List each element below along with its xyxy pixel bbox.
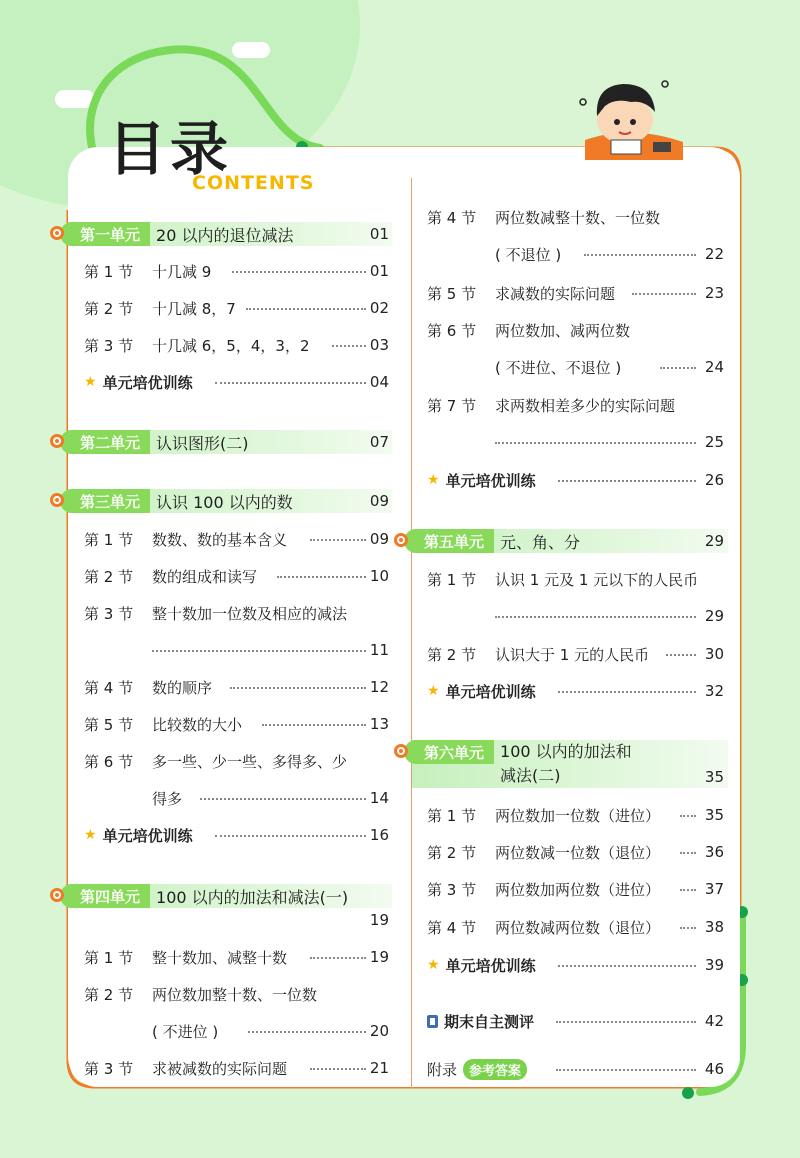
- toc-entry[interactable]: 第 5 节 求减数的实际问题: [427, 284, 616, 303]
- unit-title: 100 以内的加法和减法(一): [156, 887, 349, 907]
- page-number: 42: [704, 1012, 724, 1030]
- toc-entry[interactable]: 第 3 节 整十数加一位数及相应的减法: [84, 604, 348, 623]
- toc-entry-continued: 得多: [152, 789, 183, 808]
- toc-entry[interactable]: 第 1 节 认识 1 元及 1 元以下的人民币: [427, 570, 699, 589]
- page-number: 01: [369, 225, 389, 243]
- page-number: 32: [704, 682, 724, 700]
- star-icon: ★: [427, 472, 440, 488]
- answer-key-badge: 参考答案: [463, 1059, 527, 1080]
- toc-entry[interactable]: 第 3 节 十几减 6，5，4，3，2: [84, 336, 310, 355]
- toc-entry[interactable]: 第 7 节 求两数相差多少的实际问题: [427, 396, 676, 415]
- toc-entry-continued: ( 不退位 ): [495, 245, 562, 264]
- toc-entry-training[interactable]: ★ 单元培优训练: [427, 471, 536, 490]
- bullet-icon: [50, 493, 64, 507]
- leader-dots: [558, 965, 696, 967]
- unit-title: 元、角、分: [500, 532, 581, 552]
- bullet-icon: [50, 434, 64, 448]
- toc-entry[interactable]: 第 1 节 十几减 9: [84, 262, 212, 281]
- star-icon: ★: [84, 374, 97, 390]
- leader-dots: [248, 1031, 366, 1033]
- toc-entry[interactable]: 第 2 节 两位数加整十数、一位数: [84, 985, 318, 1004]
- leader-dots: [558, 480, 696, 482]
- page-number: 46: [704, 1060, 724, 1078]
- page-number: 25: [704, 433, 724, 451]
- book-icon: [427, 1015, 438, 1028]
- page-title: 目录: [108, 115, 233, 183]
- unit-title: 认识 100 以内的数: [156, 492, 293, 512]
- boy-reading-icon: [575, 72, 687, 162]
- toc-entry[interactable]: 第 6 节 多一些、少一些、多得多、少: [84, 752, 348, 771]
- leader-dots: [232, 271, 366, 273]
- toc-entry-training[interactable]: ★ 单元培优训练: [84, 373, 193, 392]
- page-number: 09: [369, 492, 389, 510]
- leader-dots: [556, 1069, 696, 1071]
- page-number: 24: [704, 358, 724, 376]
- unit-heading-6[interactable]: [412, 740, 728, 788]
- toc-entry[interactable]: 第 1 节 数数、数的基本含义: [84, 530, 288, 549]
- unit-heading-2[interactable]: [68, 430, 392, 454]
- leader-dots: [215, 382, 366, 384]
- unit-heading-1[interactable]: [68, 222, 392, 246]
- unit-tag: 第五单元: [404, 529, 494, 553]
- leader-dots: [246, 308, 366, 310]
- toc-entry[interactable]: 第 1 节 整十数加、减整十数: [84, 948, 288, 967]
- toc-entry[interactable]: 第 2 节 数的组成和读写: [84, 567, 258, 586]
- bullet-icon: [50, 226, 64, 240]
- leader-dots: [215, 835, 366, 837]
- page-number: 14: [369, 789, 389, 807]
- unit-title: 20 以内的退位减法: [156, 225, 294, 245]
- page-number: 10: [369, 567, 389, 585]
- unit-tag: 第三单元: [60, 489, 150, 513]
- unit-tag: 第一单元: [60, 222, 150, 246]
- toc-entry[interactable]: 第 3 节 求被减数的实际问题: [84, 1059, 288, 1078]
- page-number: 29: [704, 532, 724, 550]
- star-icon: ★: [84, 827, 97, 843]
- unit-title: 认识图形(二): [156, 433, 249, 453]
- toc-entry-training[interactable]: ★ 单元培优训练: [427, 956, 536, 975]
- toc-entry-continued: ( 不进位、不退位 ): [495, 358, 622, 377]
- unit-tag: 第二单元: [60, 430, 150, 454]
- page-number: 36: [704, 843, 724, 861]
- page-number: 26: [704, 471, 724, 489]
- toc-entry[interactable]: 第 1 节 两位数加一位数（进位）: [427, 806, 661, 825]
- leader-dots: [262, 724, 366, 726]
- page-number: 38: [704, 918, 724, 936]
- page-number: 07: [369, 433, 389, 451]
- page-number: 35: [704, 768, 724, 786]
- page-number: 20: [369, 1022, 389, 1040]
- unit-heading-4[interactable]: [68, 884, 392, 908]
- leader-dots: [495, 616, 696, 618]
- toc-entry-continued: ( 不进位 ): [152, 1022, 219, 1041]
- page-number: 39: [704, 956, 724, 974]
- toc-entry[interactable]: 第 2 节 十几减 8，7: [84, 299, 236, 318]
- toc-entry[interactable]: 第 4 节 两位数减整十数、一位数: [427, 208, 661, 227]
- leader-dots: [556, 1021, 696, 1023]
- toc-entry-training[interactable]: ★ 单元培优训练: [427, 682, 536, 701]
- toc-entry[interactable]: 第 4 节 数的顺序: [84, 678, 213, 697]
- leader-dots: [152, 650, 366, 652]
- toc-entry-final-test[interactable]: 期末自主测评: [427, 1010, 534, 1032]
- page-number: 22: [704, 245, 724, 263]
- star-icon: ★: [427, 957, 440, 973]
- page-number: 23: [704, 284, 724, 302]
- leader-dots: [632, 293, 696, 295]
- toc-entry[interactable]: 第 5 节 比较数的大小: [84, 715, 243, 734]
- unit-title: 100 以内的加法和 减法(二): [500, 742, 632, 785]
- page-number: 01: [369, 262, 389, 280]
- column-divider: [411, 178, 412, 1088]
- page-number: 09: [369, 530, 389, 548]
- leader-dots: [495, 442, 696, 444]
- leader-dots: [584, 254, 696, 256]
- toc-entry[interactable]: 第 4 节 两位数减两位数（退位）: [427, 918, 661, 937]
- page-number: 35: [704, 806, 724, 824]
- page-number: 11: [369, 641, 389, 659]
- page-number: 16: [369, 826, 389, 844]
- leader-dots: [558, 691, 696, 693]
- page-number: 19: [369, 948, 389, 966]
- unit-heading-3[interactable]: [68, 489, 392, 513]
- bullet-icon: [50, 888, 64, 902]
- unit-tag: 第四单元: [60, 884, 150, 908]
- page-number: 12: [369, 678, 389, 696]
- toc-entry-appendix[interactable]: 附录 参考答案: [427, 1058, 527, 1080]
- toc-entry-training[interactable]: ★ 单元培优训练: [84, 826, 193, 845]
- page-number: 37: [704, 880, 724, 898]
- page-number: 04: [369, 373, 389, 391]
- page-number: 02: [369, 299, 389, 317]
- bullet-icon: [394, 533, 408, 547]
- toc-entry[interactable]: 第 2 节 两位数减一位数（退位）: [427, 843, 661, 862]
- page-number: 19: [369, 911, 389, 929]
- page-number: 30: [704, 645, 724, 663]
- page-subtitle: CONTENTS: [192, 172, 315, 194]
- bullet-icon: [394, 744, 408, 758]
- page-number: 13: [369, 715, 389, 733]
- unit-heading-5[interactable]: [412, 529, 728, 553]
- star-icon: ★: [427, 683, 440, 699]
- unit-tag: 第六单元: [404, 740, 494, 764]
- leader-dots: [200, 798, 366, 800]
- toc-entry[interactable]: 第 6 节 两位数加、减两位数: [427, 321, 631, 340]
- toc-entry[interactable]: 第 2 节 认识大于 1 元的人民币: [427, 645, 650, 664]
- page-number: 29: [704, 607, 724, 625]
- page-number: 21: [369, 1059, 389, 1077]
- leader-dots: [230, 687, 366, 689]
- page-number: 03: [369, 336, 389, 354]
- toc-entry[interactable]: 第 3 节 两位数加两位数（进位）: [427, 880, 661, 899]
